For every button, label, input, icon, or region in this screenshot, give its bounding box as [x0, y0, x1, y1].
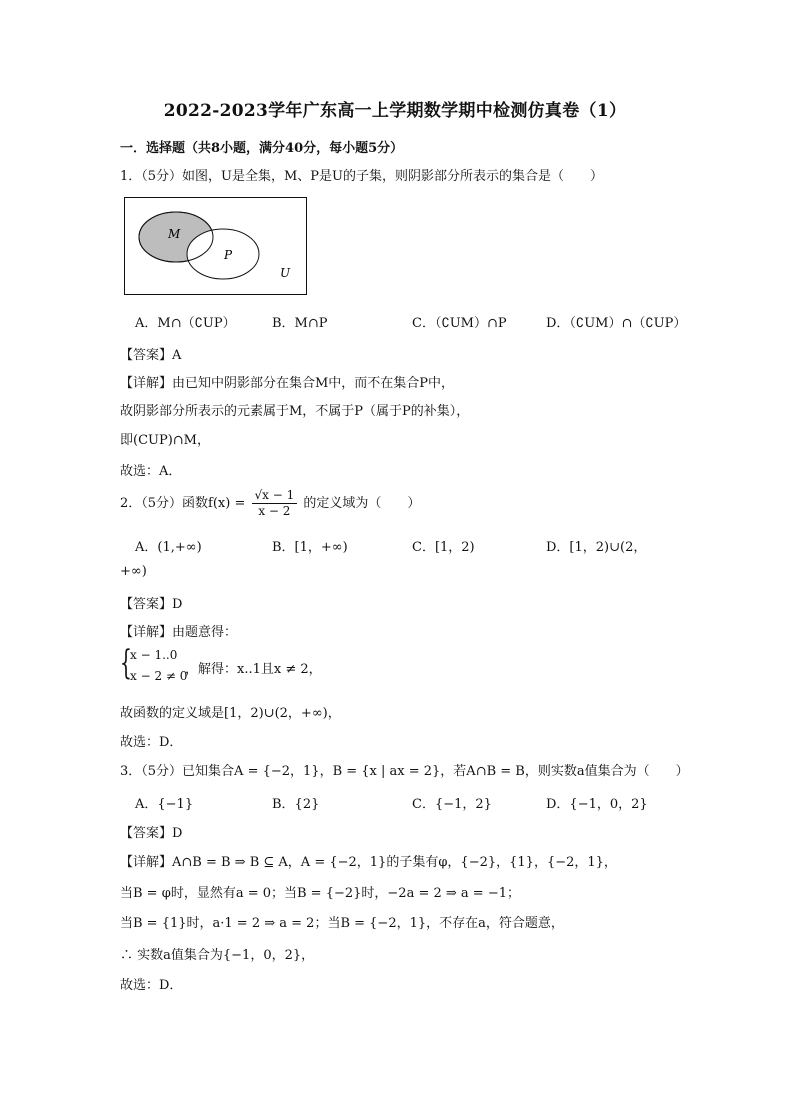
q3-explain-5: 故选：D． — [120, 978, 183, 993]
venn-label-u: U — [280, 266, 291, 280]
q1-answer: 【答案】A — [120, 348, 182, 363]
q2-system-result: ，解得：x..1且x ≠ 2， — [185, 662, 322, 677]
q1-explain-4: 故选：A． — [120, 464, 182, 479]
question-3-stem: 3．（5分）已知集合A = {−2，1}，B = {x | ax = 2}，若A∩B = B，则实数a值集合为（ ） — [120, 764, 689, 779]
q3-answer: 【答案】D — [120, 826, 183, 841]
q2-fraction — [252, 488, 298, 519]
q1-explain-2: 故阴影部分所表示的元素属于M，不属于P（属于P的补集）， — [120, 404, 470, 419]
q3-explain-1: 【详解】A∩B = B ⇒ B ⊆ A，A = {−2，1}的子集有φ，{−2}，{1}，{−2，1}， — [120, 855, 617, 870]
q1-option-b: B．M∩P — [272, 316, 328, 331]
system-row-2: x − 2 ≠ 0 — [130, 669, 188, 683]
q1-explain-3: 即(CUP)∩M， — [120, 433, 210, 448]
venn-label-p: P — [224, 248, 233, 262]
q2-fraction-denominator: x − 2 — [258, 504, 291, 518]
q2-option-b: B．[1，+∞) — [272, 540, 348, 555]
question-1-stem: 1．（5分）如图，U是全集，M、P是U的子集，则阴影部分所表示的集合是（ ） — [120, 169, 604, 184]
question-2-stem — [120, 488, 420, 519]
venn-set-p — [187, 229, 259, 279]
q2-option-a: A．(1,+∞) — [135, 540, 202, 555]
system-row-1: x − 1..0 — [130, 648, 178, 662]
q2-explain-tail-1: 故函数的定义域是[1，2)∪(2，+∞)， — [120, 706, 341, 721]
q2-fraction-numerator: √x − 1 — [252, 488, 298, 504]
section-heading: 一．选择题（共8小题，满分40分，每小题5分） — [120, 141, 404, 156]
q3-option-a: A．{−1} — [135, 797, 194, 812]
q3-explain-2: 当B = φ时，显然有a = 0；当B = {−2}时，−2a = 2 ⇒ a = −1； — [120, 886, 520, 901]
q3-option-c: C．{−1，2} — [412, 797, 492, 812]
q1-option-d: D．（∁UM）∩（∁UP） — [546, 316, 687, 331]
q3-explain-3: 当B = {1}时，a·1 = 2 ⇒ a = 2；当B = {−2，1}，不存在a，符合题意， — [120, 916, 564, 931]
q2-stem-prefix: 2．（5分）函数f(x) = — [120, 496, 246, 511]
q2-explain-head: 【详解】由题意得： — [120, 625, 238, 640]
q2-stem-suffix: 的定义域为（ ） — [303, 496, 421, 511]
page-title: 2022-2023学年广东高一上学期数学期中检测仿真卷（1） — [163, 101, 627, 121]
q2-explain-tail-2: 故选：D． — [120, 735, 183, 750]
q3-option-b: B．{2} — [272, 797, 320, 812]
q1-explain-1: 【详解】由已知中阴影部分在集合M中，而不在集合P中， — [120, 376, 455, 391]
q3-explain-4: ∴ 实数a值集合为{−1，0，2}， — [120, 948, 315, 963]
q3-option-d: D．{−1，0，2} — [546, 797, 648, 812]
system-brace: { — [120, 643, 132, 683]
q2-option-d: D．[1，2)∪(2， — [546, 540, 647, 555]
q2-answer: 【答案】D — [120, 597, 183, 612]
venn-label-m: M — [168, 227, 181, 241]
q1-option-c: C．（∁UM）∩P — [412, 316, 507, 331]
q2-option-d-continued: +∞) — [120, 564, 147, 579]
venn-diagram — [124, 197, 307, 295]
q1-option-a: A．M∩（∁UP） — [135, 316, 236, 331]
q2-option-c: C．[1，2) — [412, 540, 475, 555]
